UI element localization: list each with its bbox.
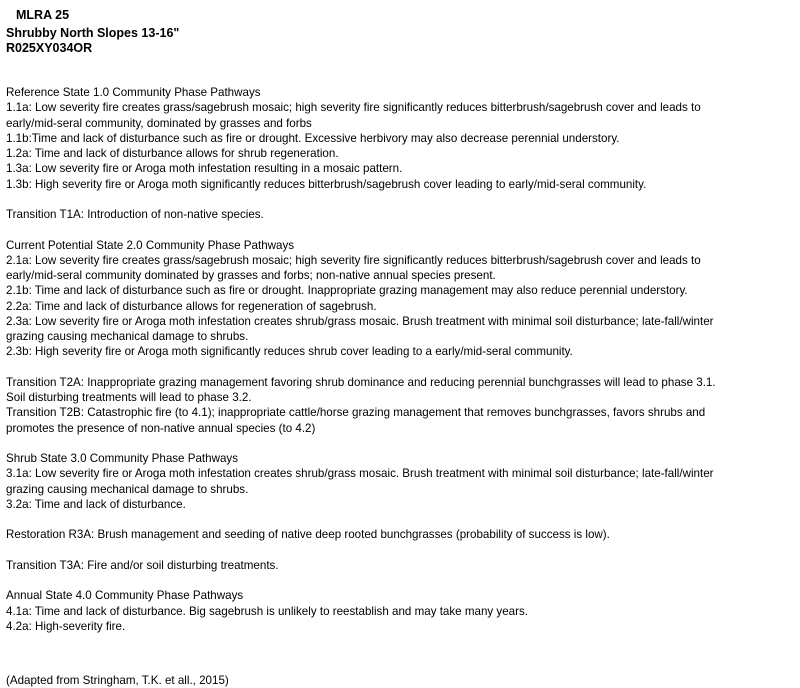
text-line: 2.2a: Time and lack of disturbance allows for regeneration of sagebrush. bbox=[6, 299, 377, 313]
text-line: grazing causing mechanical damage to shrubs. bbox=[6, 482, 249, 496]
section-annual-state-4 bbox=[6, 588, 796, 634]
text-line: 1.1b:Time and lack of disturbance such as fire or drought. Excessive herbivory may also decrease perennial understory. bbox=[6, 131, 620, 145]
mlra-label: MLRA 25 bbox=[16, 8, 70, 22]
section-current-potential-state-2 bbox=[6, 238, 796, 360]
text-line: 4.1a: Time and lack of disturbance. Big sagebrush is unlikely to reestablish and may take many years. bbox=[6, 604, 528, 618]
text-line: 1.1a: Low severity fire creates grass/sagebrush mosaic; high severity fire significantly reduces bitterbrush/sagebrush cover and leads to bbox=[6, 101, 701, 115]
text-line: 2.3a: Low severity fire or Aroga moth infestation creates shrub/grass mosaic. Brush treatment with minimal soil disturbance; late-fall/winter bbox=[6, 314, 714, 328]
document-header bbox=[6, 8, 179, 56]
text-line: Soil disturbing treatments will lead to phase 3.2. bbox=[6, 391, 252, 404]
pathway-descriptions bbox=[6, 85, 796, 649]
section-heading-line: Current Potential State 2.0 Community Phase Pathways bbox=[6, 238, 295, 252]
section-heading-line: Reference State 1.0 Community Phase Pathways bbox=[6, 86, 261, 99]
section-heading-line: Shrub State 3.0 Community Phase Pathways bbox=[6, 452, 238, 465]
text-line: 2.1b: Time and lack of disturbance such as fire or drought. Inappropriate grazing management may also reduce perennial understory. bbox=[6, 284, 688, 298]
section-reference-state-1 bbox=[6, 85, 796, 192]
section-transitions-t2 bbox=[6, 375, 796, 436]
section-heading-line: Restoration R3A: Brush management and seeding of native deep rooted bunchgrasses (probability of success is low). bbox=[6, 528, 610, 542]
text-line: 3.2a: Time and lack of disturbance. bbox=[6, 497, 186, 511]
section-restoration-r3a bbox=[6, 527, 796, 542]
text-line: grazing causing mechanical damage to shrubs. bbox=[6, 330, 249, 343]
section-heading-line: Transition T2A: Inappropriate grazing management favoring shrub dominance and reducing perennial bunchgrasses will lead to phase 3.1. bbox=[6, 375, 716, 389]
text-line: 2.3b: High severity fire or Aroga moth significantly reduces shrub cover leading to a early/mid-seral community. bbox=[6, 345, 573, 359]
text-line: promotes the presence of non-native annual species (to 4.2) bbox=[6, 421, 316, 435]
section-transition-t1a bbox=[6, 207, 796, 222]
site-id: R025XY034OR bbox=[6, 41, 93, 55]
text-line: 4.2a: High-severity fire. bbox=[6, 619, 126, 633]
section-heading-line: Transition T1A: Introduction of non-native species. bbox=[6, 208, 264, 221]
citation: (Adapted from Stringham, T.K. et all., 2015) bbox=[6, 674, 229, 687]
text-line: Transition T2B: Catastrophic fire (to 4.1); inappropriate cattle/horse grazing management that removes bunchgrasses, favors shrubs and bbox=[6, 406, 706, 420]
text-line: 1.2a: Time and lack of disturbance allows for shrub regeneration. bbox=[6, 147, 339, 160]
text-line: 2.1a: Low severity fire creates grass/sagebrush mosaic; high severity fire significantly reduces bitterbrush/sagebrush cover and leads to bbox=[6, 253, 701, 267]
section-heading-line: Transition T3A: Fire and/or soil disturbing treatments. bbox=[6, 558, 279, 572]
section-heading-line: Annual State 4.0 Community Phase Pathways bbox=[6, 589, 244, 603]
site-name: Shrubby North Slopes 13-16" bbox=[6, 26, 180, 40]
text-line: early/mid-seral community dominated by grasses and forbs; non-native annual species present. bbox=[6, 269, 496, 282]
text-line: early/mid-seral community, dominated by grasses and forbs bbox=[6, 116, 312, 130]
section-transition-t3a bbox=[6, 558, 796, 573]
section-shrub-state-3 bbox=[6, 451, 796, 512]
text-line: 1.3a: Low severity fire or Aroga moth infestation resulting in a mosaic pattern. bbox=[6, 162, 403, 176]
text-line: 3.1a: Low severity fire or Aroga moth infestation creates shrub/grass mosaic. Brush treatment with minimal soil disturbance; late-fall/winter bbox=[6, 467, 714, 481]
text-line: 1.3b: High severity fire or Aroga moth significantly reduces bitterbrush/sagebrush cover leading to early/mid-seral community. bbox=[6, 177, 647, 191]
